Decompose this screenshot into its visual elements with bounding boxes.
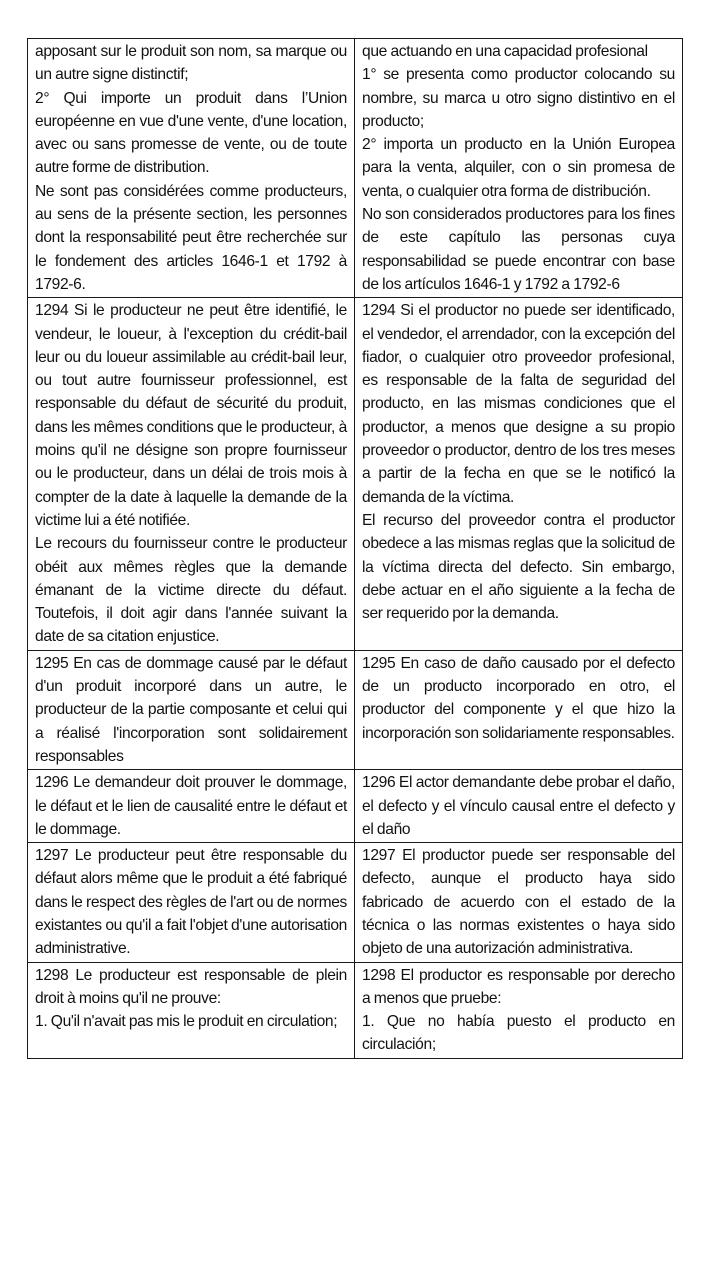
paragraph: 2° Qui importe un produit dans l’Union européenne en vue d'une vente, d'une location, avec ou sans promesse de vente, ou de toute autre forme de distribution. (35, 89, 347, 177)
table-row (28, 298, 683, 650)
table-row (28, 650, 683, 769)
paragraph: 1° se presenta como productor colocando su nombre, su marca u otro signo distintivo en el producto; (362, 66, 675, 130)
paragraph: 1294 Si el productor no puede ser identificado, el vendedor, el arrendador, con la excepción del fiador, o cualquier otro proveedor profesional, es responsable de la falta de seguridad del producto, en las mismas condiciones que el productor, a menos que designe a su propio proveedor o productor, dentro de los tres meses a partir de la fecha en que se le notificó la demanda de la víctima. (362, 302, 675, 506)
paragraph: que actuando en una capacidad profesional (362, 43, 648, 60)
paragraph: 1295 En caso de daño causado por el defecto de un producto incorporado en otro, el productor del componente y el que hizo la incorporación son solidariamente responsables. (362, 654, 675, 742)
paragraph: No son considerados productores para los fines de este capítulo las personas cuya responsabilidad se puede encontrar con base de los artículos 1646-1 y 1792 a 1792-6 (362, 206, 675, 293)
french-text-cell (28, 843, 355, 962)
paragraph: 1297 Le producteur peut être responsable du défaut alors même que le produit a été fabriqué dans le respect des règles de l'art ou de normes existantes ou qu'il a fait l'objet d'une autorisation administrative. (35, 847, 347, 958)
paragraph: 1294 Si le producteur ne peut être identifié, le vendeur, le loueur, à l'exception du crédit-bail leur ou du loueur assimilable au crédit-bail leur, ou tout autre fournisseur professionnel, est responsable du défaut de sécurité du produit, dans les mêmes conditions que le producteur, à moins qu'il ne désigne son propre fournisseur ou le producteur, dans un délai de trois mois à compter de la date à laquelle la demande de la victime lui a été notifiée. (35, 302, 347, 529)
document-page (27, 38, 682, 1059)
paragraph: 1295 En cas de dommage causé par le défaut d'un produit incorporé dans un autre, le producteur de la partie composante et celui qui a réalisé l'incorporation sont solidairement responsables (35, 654, 347, 765)
paragraph: 1298 El productor es responsable por derecho a menos que pruebe: (362, 966, 675, 1007)
french-text-cell (28, 39, 355, 298)
table-row (28, 962, 683, 1058)
paragraph: 1296 El actor demandante debe probar el daño, el defecto y el vínculo causal entre el defecto y el daño (362, 774, 675, 838)
spanish-text-cell (355, 298, 683, 650)
french-text-cell (28, 770, 355, 843)
paragraph: El recurso del proveedor contra el productor obedece a las mismas reglas que la solicitud de la víctima directa del defecto. Sin embargo, debe actuar en el año siguiente a la fecha de ser requerido por la demanda. (362, 511, 675, 623)
table-row (28, 39, 683, 298)
spanish-text-cell (355, 770, 683, 843)
paragraph: 2° importa un producto en la Unión Europea para la venta, alquiler, con o sin promesa de venta, o cualquier otra forma de distribución. (362, 136, 675, 200)
paragraph: 1. Que no había puesto el producto en circulación; (362, 1013, 675, 1054)
french-text-cell (28, 962, 355, 1058)
paragraph: apposant sur le produit son nom, sa marque ou un autre signe distinctif; (35, 43, 347, 84)
paragraph: 1298 Le producteur est responsable de plein droit à moins qu'il ne prouve: (35, 966, 347, 1007)
paragraph: Le recours du fournisseur contre le producteur obéit aux mêmes règles que la demande émanant de la victime directe du défaut. Toutefois, il doit agir dans l'année suivant la date de sa citation enjustice. (35, 535, 347, 646)
french-text-cell (28, 650, 355, 769)
french-text-cell (28, 298, 355, 650)
bilingual-articles-table (27, 38, 683, 1059)
spanish-text-cell (355, 843, 683, 962)
paragraph: 1. Qu'il n'avait pas mis le produit en circulation; (35, 1013, 338, 1031)
paragraph: 1297 El productor puede ser responsable del defecto, aunque el producto haya sido fabricado de acuerdo con el estado de la técnica o las normas existentes o haya sido objeto de una autorización administrativa. (362, 847, 675, 958)
paragraph: Ne sont pas considérées comme producteurs, au sens de la présente section, les personnes dont la responsabilité peut être recherchée sur le fondement des articles 1646-1 et 1792 à 1792-6. (35, 182, 347, 293)
table-row (28, 770, 683, 843)
table-row (28, 843, 683, 962)
paragraph: 1296 Le demandeur doit prouver le dommage, le défaut et le lien de causalité entre le défaut et le dommage. (35, 774, 347, 838)
spanish-text-cell (355, 962, 683, 1058)
spanish-text-cell (355, 650, 683, 769)
spanish-text-cell (355, 39, 683, 298)
